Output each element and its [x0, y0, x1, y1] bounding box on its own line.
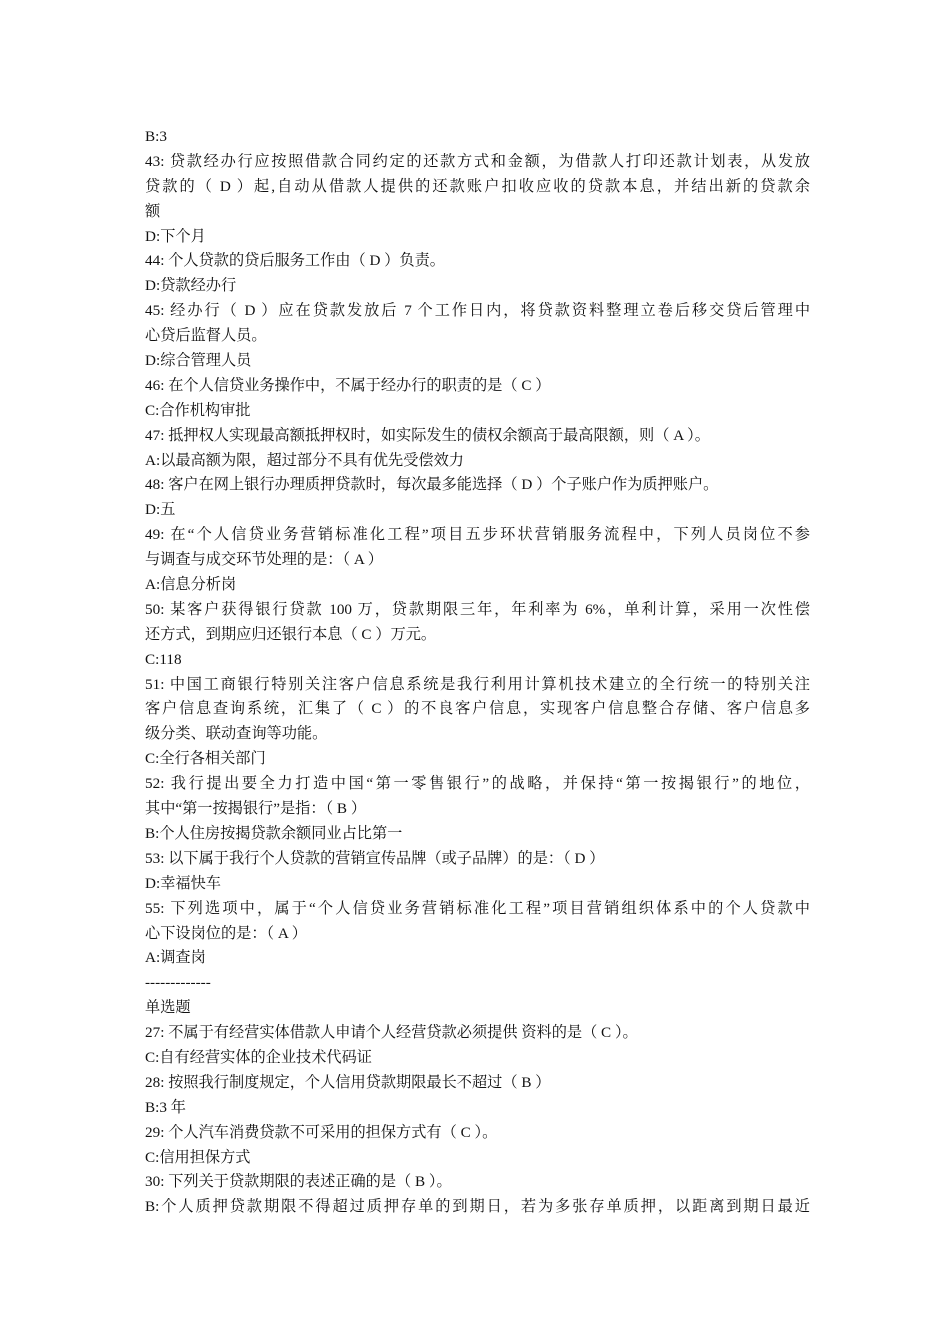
- text-line: 44: 个人贷款的贷后服务工作由（ D ）负责。: [145, 252, 445, 270]
- text-line: 28: 按照我行制度规定，个人信用贷款期限最长不超过（ B ）: [145, 1073, 551, 1091]
- text-line: 级分类、联动查询等功能。: [145, 725, 328, 743]
- text-line: 30: 下列关于贷款期限的表述正确的是（ B ）。: [145, 1173, 452, 1191]
- text-line: 27: 不属于有经营实体借款人申请个人经营贷款必须提供 资料的是（ C ）。: [145, 1024, 638, 1042]
- text-line: D:幸福快车: [145, 874, 221, 892]
- text-line: A:调查岗: [145, 949, 206, 967]
- text-line: 45: 经办行（ D ）应在贷款发放后 7 个工作日内，将贷款资料整理立卷后移交贷后管理中: [145, 302, 810, 320]
- text-line: C:自有经营实体的企业技术代码证: [145, 1048, 372, 1066]
- text-line: 客户信息查询系统，汇集了（ C ）的不良客户信息，实现客户信息整合存储、客户信息多: [145, 700, 810, 718]
- text-line: 55: 下列选项中，属于“个人信贷业务营销标准化工程”项目营销组织体系中的个人贷款中: [145, 899, 810, 917]
- text-line: A:信息分析岗: [145, 576, 237, 594]
- text-line: 50: 某客户获得银行贷款 100 万，贷款期限三年，年利率为 6%，单利计算，采用一次性偿: [145, 600, 810, 618]
- text-line: 43: 贷款经办行应按照借款合同约定的还款方式和金额，为借款人打印还款计划表，从发放: [145, 152, 810, 170]
- text-line: 贷款的（ D ）起,自动从借款人提供的还款账户扣收应收的贷款本息，并结出新的贷款余: [145, 177, 810, 195]
- text-line: 51: 中国工商银行特别关注客户信息系统是我行利用计算机技术建立的全行统一的特别关注: [145, 675, 810, 693]
- text-line: B:个人住房按揭贷款余额同业占比第一: [145, 824, 403, 842]
- text-line: B:3 年: [145, 1098, 186, 1116]
- text-line: 46: 在个人信贷业务操作中，不属于经办行的职责的是（ C ）: [145, 376, 551, 394]
- text-line: 额: [145, 202, 161, 220]
- text-line: 53: 以下属于我行个人贷款的营销宣传品牌（或子品牌）的是：（ D ）: [145, 849, 605, 867]
- text-line: C:信用担保方式: [145, 1148, 251, 1166]
- text-line: D:综合管理人员: [145, 352, 252, 370]
- text-line: 还方式，到期应归还银行本息（ C ）万元。: [145, 625, 437, 643]
- text-line: 48: 客户在网上银行办理质押贷款时，每次最多能选择（ D ）个子账户作为质押账户。: [145, 476, 719, 494]
- text-line: 其中“第一按揭银行”是指：（ B ）: [145, 800, 367, 818]
- text-line: B:3: [145, 128, 167, 145]
- text-line: 与调查与成交环节处理的是：（ A ）: [145, 551, 383, 569]
- text-line: C:合作机构审批: [145, 401, 251, 419]
- document-page: [145, 125, 810, 1220]
- text-line: D:下个月: [145, 227, 206, 245]
- text-line: C:118: [145, 650, 182, 668]
- text-line: 47: 抵押权人实现最高额抵押权时，如实际发生的债权余额高于最高限额，则（ A ）。: [145, 426, 710, 444]
- text-line: A:以最高额为限，超过部分不具有优先受偿效力: [145, 451, 464, 469]
- text-line: 心贷后监督人员。: [145, 327, 267, 345]
- text-line: 心下设岗位的是：（ A ）: [145, 924, 307, 942]
- text-line: 52: 我行提出要全力打造中国“第一零售银行”的战略，并保持“第一按揭银行”的地位，: [145, 775, 810, 793]
- text-line: D:五: [145, 501, 176, 519]
- text-line: D:贷款经办行: [145, 277, 237, 295]
- text-line: 29: 个人汽车消费贷款不可采用的担保方式有（ C ）。: [145, 1123, 498, 1141]
- text-line: 49: 在“个人信贷业务营销标准化工程”项目五步环状营销服务流程中，下列人员岗位不参: [145, 526, 810, 544]
- text-line: B:个人质押贷款期限不得超过质押存单的到期日，若为多张存单质押，以距离到期日最近: [145, 1198, 810, 1216]
- separator-line: -------------: [145, 974, 211, 992]
- text-line: C:全行各相关部门: [145, 750, 266, 768]
- section-heading: 单选题: [145, 999, 191, 1017]
